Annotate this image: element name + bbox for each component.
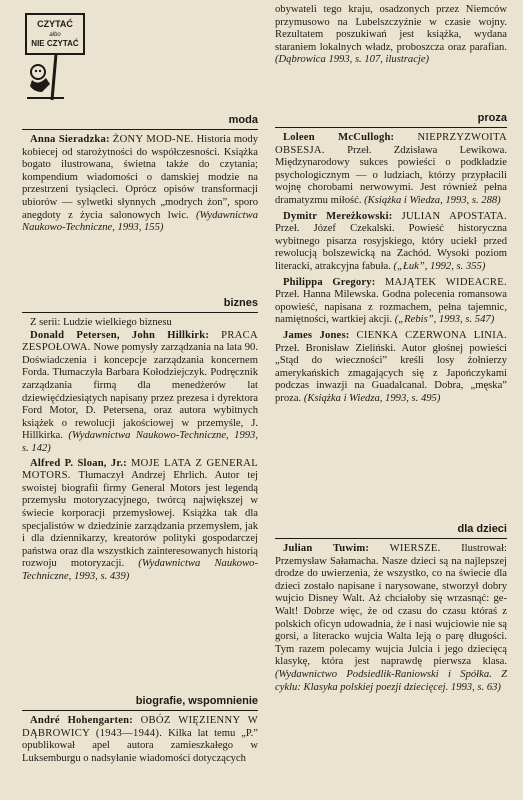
entry-title: ŻONY MOD-NE. (112, 134, 194, 145)
svg-text:NIE CZYTAĆ: NIE CZYTAĆ (31, 39, 79, 48)
entry-source: (Wydawnictwa Naukowo-Techniczne, 1993, 155) (22, 209, 258, 234)
entry-title: PRACA ZESPOŁOWA. (22, 329, 258, 354)
section-heading-biznes: biznes (22, 296, 258, 313)
entry-title: NIEPRZYZWOITA OBSESJA. (275, 132, 507, 156)
reader-figure-icon (24, 12, 86, 102)
entry-group-biznes (22, 317, 258, 583)
svg-text:albo: albo (49, 32, 61, 38)
entry-body: Ilustrował: Przemysław Sałamacha. Nasze dzieci są na najlepszej drodze do uwierzenia, że wszystko, co na świecie dla dzieci zostało napisane i narysowane, stworzył dobry wujcio Disney Walt. Aż chciałoby się wrzasnąć: ge-Walt! Dobrze więc, że od czasu do czasu któraś z polskich oficyn udowadnia, że i nasi wujciowie nie są gorsi, a literacko wujcia Walta leją o parę długości. Tym razem polecamy wujcia Julcia i jego dziecięcą klasykę, która jest naprawdę pierwsza klasa. (275, 543, 507, 668)
section-heading-moda: moda (22, 113, 258, 130)
entry-wiersze (275, 543, 507, 694)
entry-source: (Wydawnictwa Naukowo-Techniczne, 1993, s. 142) (22, 430, 258, 454)
entry-source: (Wydawnictwo Podsiedlik-Raniowski i Spółka. Z cyklu: Klasyka polskiej poezji dziecięcej. 1993, s. 63) (275, 668, 507, 693)
entry-body: obywateli tego kraju, osadzonych przez Niemców przymusowo na Lubelszczyźnie w czasie wojny. Rezultatem poszukiwań jest książka, wydana staraniem lokalnych władz, proboszcza oraz parafian. (275, 4, 507, 53)
svg-text:CZYTAĆ: CZYTAĆ (37, 19, 73, 29)
entry-body: Przeł. Bronisław Zieliński. Autor głośnej powieści „Stąd do wieczności” kreśli losy żołnierzy amerykańskich zmagających się z Japończykami podczas inwazji na Guadalcanal. Dobra, „męska” proza. (275, 342, 507, 404)
entry-author: James Jones: (283, 329, 350, 341)
entry-title: OBÓZ WIĘZIENNY W DĄBROWICY (1943—1944). (22, 715, 258, 739)
entry-body: Przeł. Józef Czekalski. Powieść historyczna wybitnego pisarza rosyjskiego, który uciekł przed rewolucją bolszewicką na Zachód. Wysoki poziom literacki, atrakcyjna fabuła. (275, 223, 507, 272)
entry-zony-modne (22, 134, 258, 235)
entry-body: Przeł. Zdzisława Lewikowa. Międzynarodowy sukces powieści o podkładzie psychologicznym — o ludziach, którzy przypłacili wojnę chorobami nerwowymi. Jest również pełna dramatyzmu miłość. (275, 144, 507, 206)
entry-body: Przeł. Hanna Milewska. Godna polecenia romansowa opowieść, napisana z rozmachem, pełna tajemnic, namiętności, wartkiej akcji. (275, 289, 507, 326)
entry-body: Kilka lat temu „P.” opublikował apel autora zamieszkałego w Luksemburgu o nadsyłanie wiadomości dotyczących (22, 727, 259, 764)
entry-title: MAJĄTEK WIDEACRE. (384, 276, 507, 288)
entry-title: JULIAN APOSTATA. (401, 210, 507, 222)
entry-body: Nowe pomysły zarządzania na lata 90. Doświadczenia i koncepcje zarządzania koncernem Forda. Tłumaczyła Barbara Kołodziejczyk. Podręcznik zarządzania firmą dla menedżerów lat dziewięćdziesiątych napisany przez prezesa i dyrektora Ford Motor, D. Petersena, oraz autora wybitnych książek o rewolucji jakościowej w przemyśle, J. Hillkirka. (22, 342, 258, 442)
entry-body: Historia mody kobiecej od starożytności do współczesności. Książka bogato ilustrowana, świetna także do czytania; kompendium wiadomości o damskiej modzie na przestrzeni tysiącleci. Oprócz opisów transformacji ubiorów — sylwetki słynnych „modrych żon”, sporo anegdoty z życia salonowych lwic. (22, 134, 259, 221)
series-label: Z serii: Ludzie wielkiego biznesu (30, 317, 172, 328)
entry-source: („Rebis”, 1993, s. 547) (394, 314, 495, 326)
entry-title: MOJE LATA Z GENERAL MOTORS. (22, 457, 258, 482)
entry-title: WIERSZE. (389, 543, 441, 554)
entry-author: André Hohengarten: (30, 715, 133, 726)
entry-source: (Wydawnictwa Naukowo-Techniczne, 1993, s. 439) (22, 558, 258, 582)
entry-continuation (275, 4, 507, 67)
entry-body: Tłumaczył Andrzej Ehrlich. Autor tej swoistej biografii firmy General Motors jest legendą przemysłu motoryzacyjnego, twórcą największej w świecie korporacji przemysłowej. Książka tak dla specjalistów w dziedzinie zarządzania przemysłem, jak i dla dziennikarzy, kreatorów polityki gospodarczej państwa oraz dla wszystkich zainteresowanych historią rozwoju motoryzacji. (22, 470, 258, 570)
entry-source: (Książka i Wiedza, 1993, s. 288) (364, 194, 501, 206)
section-heading-proza: proza (275, 111, 507, 128)
entry-source: (Dąbrowica 1993, s. 107, ilustracje) (275, 54, 430, 66)
entry-author: Alfred P. Sloan, Jr.: (30, 457, 127, 469)
entry-author: Anna Sieradzka: (30, 134, 110, 145)
entry-group-proza (275, 132, 507, 405)
czytac-logo (24, 12, 86, 102)
entry-author: Loleen McCullogh: (283, 132, 395, 143)
entry-author: Philippa Gregory: (283, 276, 376, 288)
entry-source: (Książka i Wiedza, 1993, s. 495) (303, 392, 441, 404)
section-heading-biografie: biografie, wspomnienie (22, 694, 258, 711)
entry-title: CIENKA CZERWONA LINIA. (356, 329, 507, 341)
entry-oboz-wiezienny (22, 715, 258, 765)
entry-source: („Łuk”, 1992, s. 355) (393, 260, 486, 272)
entry-author: Donald Petersen, John Hillkirk: (30, 329, 210, 341)
section-heading-dla-dzieci: dla dzieci (275, 522, 507, 539)
entry-author: Dymitr Mereżkowski: (283, 210, 393, 222)
entry-author: Julian Tuwim: (283, 543, 370, 554)
